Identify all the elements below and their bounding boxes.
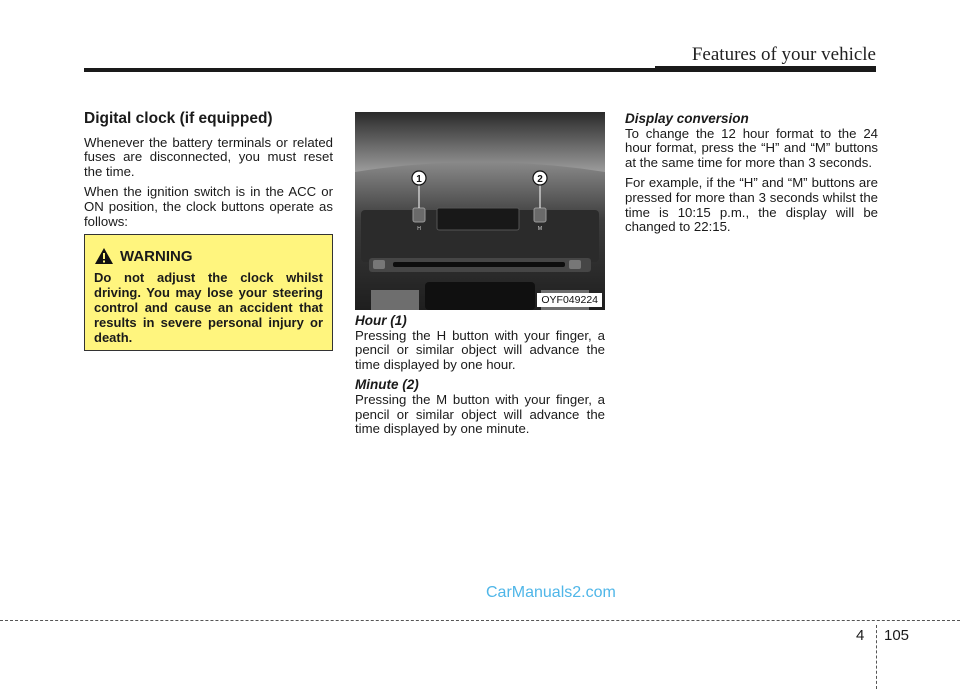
intro-paragraph: Whenever the battery terminals or related fuses are disconnected, you must reset the time. [84,134,333,179]
warning-text: Do not adjust the clock whilst driving. You may lose your steering control and cause an accident that results in severe personal injury or death. [94,270,323,345]
warning-box [84,234,333,351]
watermark-link[interactable]: CarManuals2.com [486,584,616,601]
right-column [625,112,878,241]
callout-2-label: 2 [537,174,543,185]
middle-column [355,314,605,443]
page-number: 105 [884,627,910,644]
warning-header [94,247,323,265]
hour-text: Pressing the H button with your finger, a pencil or similar object will advance the time displayed by one hour. [355,327,605,372]
callout-1 [412,171,426,185]
display-conversion-title: Display conversion [625,111,749,126]
hour-title: Hour (1) [355,313,407,328]
warning-triangle-icon [94,247,114,265]
minute-title: Minute (2) [355,377,419,393]
header-title: Features of your vehicle [691,44,876,65]
minute-text: Pressing the M button with your finger, a pencil or similar object will advance the time displayed by one minute. [355,391,605,437]
callout-2 [533,171,547,185]
left-column [84,112,333,235]
h-button-label: H [417,226,421,232]
operation-paragraph: When the ignition switch is in the ACC or ON position, the clock buttons operate as follows: [84,184,333,229]
example-paragraph: For example, if the “H” and “M” buttons are pressed for more than 3 seconds whilst the time is 10:15 p.m., the display will be changed to 22:15. [625,175,878,235]
header-rule-accent [655,66,876,72]
m-button-label: M [537,226,543,232]
footer-rule [0,620,960,621]
clock-figure [355,112,605,310]
footer-divider [876,625,877,689]
section-title: Digital clock (if equipped) [84,110,273,127]
chapter-number: 4 [856,627,865,644]
conversion-paragraph: To change the 12 hour format to the 24 hour format, press the “H” and “M” buttons at the same time for more than 3 seconds. [625,125,878,170]
figure-caption: OYF049224 [537,293,602,307]
clock-panel-photo [355,112,605,310]
callout-1-label: 1 [416,174,422,185]
warning-title: WARNING [120,247,193,265]
